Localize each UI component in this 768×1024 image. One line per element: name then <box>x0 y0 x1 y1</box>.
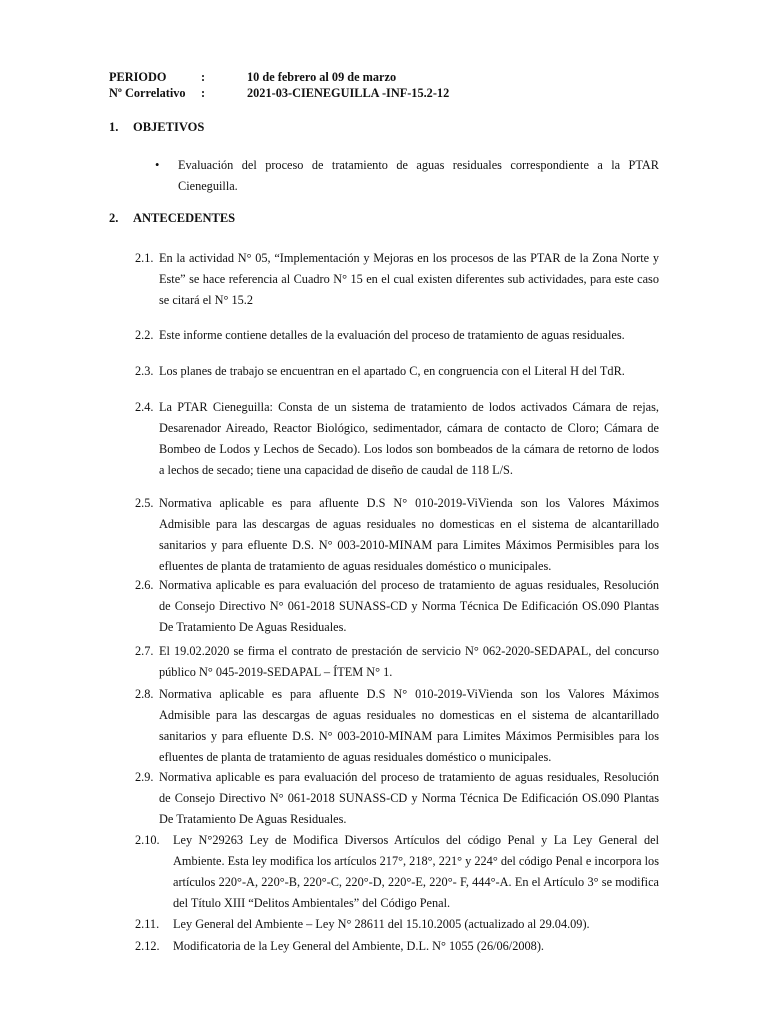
item-text: Modificatoria de la Ley General del Ambiente, D.L. N° 1055 (26/06/2008). <box>173 939 544 953</box>
item-text: El 19.02.2020 se firma el contrato de prestación de servicio N° 062-2020-SEDAPAL, del concurso público N° 045-2019-SEDAPAL – ÍTEM N° 1. <box>159 644 659 679</box>
item-text: Normativa aplicable es para evaluación del proceso de tratamiento de aguas residuales, Resolución de Consejo Directivo N° 061-2018 SUNASS-CD y Norma Técnica De Edificación OS.090 Plantas De Tratamiento De Aguas Residuales. <box>159 770 659 826</box>
item-number: 2.1. <box>135 251 154 265</box>
antecedente-item <box>135 684 659 768</box>
antecedente-item <box>135 641 659 683</box>
item-number: 2.12. <box>135 939 160 953</box>
item-text: Este informe contiene detalles de la evaluación del proceso de tratamiento de aguas residuales. <box>159 328 625 342</box>
antecedente-item <box>135 325 659 346</box>
bullet-icon: • <box>155 158 160 172</box>
item-text: Ley N°29263 Ley de Modifica Diversos Artículos del código Penal y La Ley General del Ambiente. Esta ley modifica los artículos 217°, 218°, 221° y 224° del código Penal e incorpora los artículos 220°-A, 220°-B, 220°-C, 220°-D, 220°-E, 220°- F, 444°-A. En el Artículo 3° se modifica del Título XIII “Delitos Ambientales” del Código Penal. <box>173 833 659 910</box>
antecedente-item <box>135 397 659 481</box>
item-number: 2.9. <box>135 770 154 784</box>
item-number: 2.3. <box>135 364 154 378</box>
item-number: 2.8. <box>135 687 154 701</box>
item-number: 2.10. <box>135 833 160 847</box>
item-text: Normativa aplicable es para evaluación del proceso de tratamiento de aguas residuales, Resolución de Consejo Directivo N° 061-2018 SUNASS-CD y Norma Técnica De Edificación OS.090 Plantas De Tratamiento De Aguas Residuales. <box>159 578 659 634</box>
item-number: 2.5. <box>135 496 154 510</box>
section-title: ANTECEDENTES <box>133 211 236 225</box>
correlativo-label: Nº Correlativo <box>109 86 186 100</box>
antecedente-item <box>135 493 659 577</box>
antecedente-item <box>135 248 659 311</box>
periodo-value: 10 de febrero al 09 de marzo <box>247 70 397 84</box>
item-text: En la actividad N° 05, “Implementación y Mejoras en los procesos de las PTAR de la Zona Norte y Este” se hace referencia al Cuadro N° 15 en el cual existen diferentes sub actividades, para este caso se citará el N° 15.2 <box>159 251 659 307</box>
antecedente-item <box>135 830 659 914</box>
correlativo-colon: : <box>201 86 206 100</box>
item-text: Normativa aplicable es para afluente D.S N° 010-2019-ViVienda son los Valores Máximos Admisible para las descargas de aguas residuales no domesticas en el sistema de alcantarillado sanitarios y para efluente D.S. N° 003-2010-MINAM para Limites Máximos Permisibles para los efluentes de planta de tratamiento de aguas residuales doméstico o municipales. <box>159 687 659 764</box>
item-number: 2.2. <box>135 328 154 342</box>
antecedente-item <box>135 767 659 830</box>
item-text: La PTAR Cieneguilla: Consta de un sistema de tratamiento de lodos activados Cámara de rejas, Desarenador Aireado, Reactor Biológico, sedimentador, cámara de contacto de Cloro; Cámara de Bombeo de Lodos y Lechos de Secado). Los lodos son bombeados de la cámara de retorno de lodos a lechos de secado; tiene una capacidad de diseño de caudal de 118 L/S. <box>159 400 659 477</box>
section-number: 2. <box>109 211 119 225</box>
periodo-colon: : <box>201 70 206 84</box>
item-number: 2.11. <box>135 917 160 931</box>
objetivo-item: Evaluación del proceso de tratamiento de aguas residuales correspondiente a la PTAR Cieneguilla. <box>178 158 659 193</box>
section-title: OBJETIVOS <box>133 120 205 134</box>
item-number: 2.6. <box>135 578 154 592</box>
section-number: 1. <box>109 120 119 134</box>
antecedente-item <box>135 361 659 382</box>
antecedente-item <box>135 936 659 957</box>
periodo-label: PERIODO <box>109 70 167 84</box>
item-number: 2.4. <box>135 400 154 414</box>
correlativo-value: 2021-03-CIENEGUILLA -INF-15.2-12 <box>247 86 450 100</box>
item-text: Normativa aplicable es para afluente D.S N° 010-2019-ViVienda son los Valores Máximos Admisible para las descargas de aguas residuales no domesticas en el sistema de alcantarillado sanitarios y para efluente D.S. N° 003-2010-MINAM para Limites Máximos Permisibles para los efluentes de planta de tratamiento de aguas residuales doméstico o municipales. <box>159 496 659 573</box>
item-text: Ley General del Ambiente – Ley N° 28611 del 15.10.2005 (actualizado al 29.04.09). <box>173 917 590 931</box>
antecedente-item <box>135 575 659 638</box>
antecedente-item <box>135 914 659 935</box>
item-text: Los planes de trabajo se encuentran en el apartado C, en congruencia con el Literal H del TdR. <box>159 364 625 378</box>
item-number: 2.7. <box>135 644 154 658</box>
